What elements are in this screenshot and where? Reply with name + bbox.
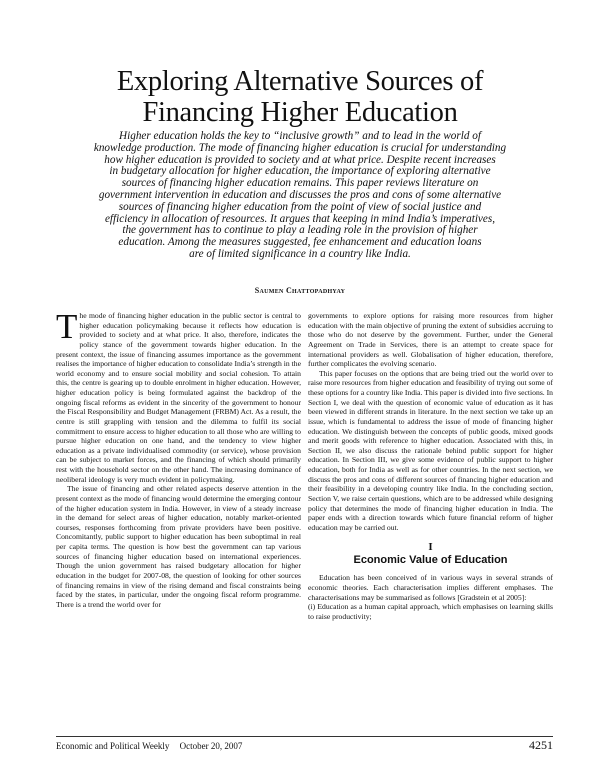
- body-paragraph: [56, 307, 301, 484]
- abstract-line: government intervention in education and discusses the pros and cons of some alternative: [98, 188, 502, 201]
- abstract-line: Higher education holds the key to “inclusive growth” and to lead in the world of: [119, 130, 481, 142]
- section-heading: [308, 541, 553, 567]
- abstract-line: how higher education is provided to society and at what price. Despite recent increases: [104, 153, 496, 166]
- body-paragraph: (i) Education as a human capital approach, which emphasises on learning skills to raise productivity;: [308, 602, 553, 621]
- drop-cap: T: [56, 307, 78, 346]
- abstract-line: efficiency in allocation of resources. It argues that keeping in mind India’s imperatives,: [104, 212, 496, 225]
- left-column: [56, 307, 301, 609]
- article-title: [40, 66, 560, 128]
- abstract-line: knowledge production. The mode of financing higher education is crucial for understanding: [93, 141, 507, 154]
- author-byline: Saumen Chattopadhyay: [254, 286, 346, 295]
- title-line-2: Financing Higher Education: [142, 97, 458, 128]
- page-number: 4251: [529, 738, 553, 752]
- abstract: [66, 131, 534, 261]
- abstract-line: the government has to continue to play a leading role in the provision of higher: [122, 224, 478, 237]
- right-column: [308, 311, 553, 622]
- abstract-line: in budgetary allocation for higher education, the importance of exploring alternative: [109, 165, 491, 178]
- body-paragraph: This paper focuses on the options that are being tried out the world over to raise more resources from higher education and feasibility of trying out some of these options for a country like India. This paper is divided into five sections. In Section I, we deal with the question of economic value of education as it has been viewed in different strands in literature. In the next section we take up an issue, which is fundamental to address the issue of mode of financing higher education. We distinguish between the concepts of public goods, mixed goods and merit goods with reference to higher education. Associated with this, in Section II, we also discuss the rationale behind public support for higher education. In Section III, we give some evidence of public support to higher education, both for India as well as for other countries. In the next section, we discuss the pros and cons of different sources of financing higher education and their feasibility in a developing country like India. In the concluding section, Section V, we raise certain questions, which are to be addressed while designing policy that determines the mode of financing higher education in India. The paper ends with a direction towards which future financial reform of higher education may be carried out.: [308, 368, 554, 532]
- footer-rule: [56, 736, 553, 737]
- abstract-line: are of limited significance in a country like India.: [189, 247, 411, 260]
- section-title: Economic Value of Education: [353, 554, 508, 567]
- journal-name: Economic and Political Weekly: [56, 741, 170, 751]
- abstract-line: education. Among the measures suggested, fee enhancement and education loans: [118, 236, 482, 249]
- issue-date: October 20, 2007: [179, 741, 243, 751]
- body-paragraph: governments to explore options for raising more resources from higher education with the main objective of pruning the extent of subsidies accruing to those who do not deserve by the government. Further, under the General Agreement on Trade in Services, there is an attempt to create space for international providers as well. Globalisation of higher education, therefore, further complicates the evolving scenario.: [308, 311, 553, 369]
- abstract-line: sources of financing higher education from the point of view of social justice and: [118, 200, 482, 213]
- abstract-line: sources of financing higher education remains. This paper reviews literature on: [121, 177, 479, 190]
- paragraph-text: he mode of financing higher education in the public sector is central to higher education policymaking because it reflects how education is provided to society and at what price. It also, therefore, indicates the policy stance of the government towards higher education. In the present context, the issue of financing assumes importance as the government realises the importance of higher education to consolidate India’s strength in the world economy and to ensure social mobility and social cohesion. To attain this, the centre is gearing up to double enrolment in higher education. However, higher education policy is being formulated against the backdrop of the ongoing fiscal reforms as evident in the sincerity of the government to honour the Fiscal Responsibility and Budget Management (FRBM) Act. As a result, the centre is still grappling with tension and the dilemma to fulfil its social commitment to ensure access to higher education to all those who are willing to pursue higher education on one hand, and the tendency to view higher education as a private individualised commodity (or service), whose provision can be subject to market forces, and the financing of which should primarily rest with the household sector on the other hand. The increasing dominance of neoliberal ideology is very much evident in policymaking.: [56, 311, 301, 484]
- body-paragraph: Education has been conceived of in various ways in several strands of economic theories. Each characterisation implies different emphases. The characterisations may be summarised as follows [Gradstein et al 2005]:: [308, 573, 553, 602]
- title-line-1: Exploring Alternative Sources of: [116, 66, 484, 97]
- section-number: I: [428, 541, 433, 554]
- footer-citation: [56, 741, 250, 751]
- body-paragraph: The issue of financing and other related aspects deserve attention in the present context as the mode of financing would determine the emerging contour of the higher education system in India. However, in view of a steady increase in the demand for select areas of higher education, notably market-oriented courses, responses forthcoming from private providers have been positive. Concomitantly, public support to higher education has been suboptimal in real per capita terms. The question is how best the government can tap various sources of financing higher education based on international experiences. Though the union government has raised budgetary allocation for higher education in the budget for 2007-08, the question of looking for other sources of financing remains in view of the rising demand and fiscal constraints being faced by the states, in particular, under the ongoing fiscal reform programme. There is a trend the world over for: [56, 484, 301, 609]
